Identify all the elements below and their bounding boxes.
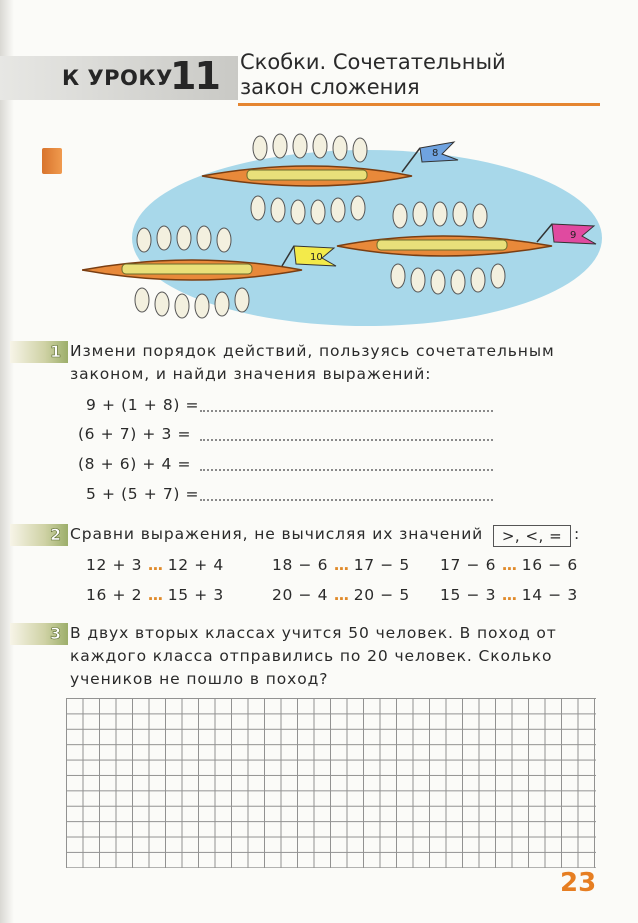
task-1-expression: (8 + 6) + 4 = xyxy=(78,455,192,473)
flag-label-right: 9 xyxy=(570,230,577,241)
task-3-text-line-3: учеников не пошло в поход? xyxy=(70,670,329,688)
comparison-pair[interactable] xyxy=(440,556,578,574)
right-expression: 12 + 4 xyxy=(167,556,224,574)
task-1-expression: (6 + 7) + 3 = xyxy=(78,425,192,443)
right-expression: 20 − 5 xyxy=(353,586,410,604)
comparison-ellipsis[interactable]: ... xyxy=(501,586,517,604)
left-expression: 17 − 6 xyxy=(440,556,497,574)
answer-line[interactable] xyxy=(200,499,493,501)
right-expression: 14 − 3 xyxy=(521,586,578,604)
left-expression: 18 − 6 xyxy=(272,556,329,574)
left-expression: 20 − 4 xyxy=(272,586,329,604)
comparison-pair[interactable] xyxy=(440,586,578,604)
comparison-ellipsis[interactable]: ... xyxy=(147,586,163,604)
task-1-expression: 5 + (5 + 7) = xyxy=(86,485,200,503)
lesson-number: 11 xyxy=(170,54,219,98)
task-3-text-line-2: каждого класса отправились по 20 человек. Сколько xyxy=(70,647,553,665)
comparison-ellipsis[interactable]: ... xyxy=(333,556,349,574)
comparison-pair[interactable] xyxy=(272,586,410,604)
left-expression: 12 + 3 xyxy=(86,556,143,574)
page-title xyxy=(240,50,506,100)
flag-label-top: 8 xyxy=(432,148,439,159)
answer-line[interactable] xyxy=(200,410,493,412)
task-1-expression: 9 + (1 + 8) = xyxy=(86,396,200,414)
lesson-label: К УРОКУ xyxy=(62,66,173,90)
task-1-number: 1 xyxy=(50,342,62,361)
task-2-colon: : xyxy=(574,525,581,543)
title-line-1: Скобки. Сочетательный xyxy=(240,50,506,74)
right-expression: 15 + 3 xyxy=(167,586,224,604)
comparison-pair[interactable] xyxy=(86,586,224,604)
answer-line[interactable] xyxy=(200,469,493,471)
comparison-pair[interactable] xyxy=(86,556,224,574)
task-1-text-line-2: законом, и найди значения выражений: xyxy=(70,365,432,383)
title-underline xyxy=(238,103,600,106)
answer-line[interactable] xyxy=(200,439,493,441)
binding-shadow xyxy=(0,0,14,923)
comparison-signs-box: >, <, = xyxy=(493,525,571,547)
comparison-ellipsis[interactable]: ... xyxy=(333,586,349,604)
task-2-number: 2 xyxy=(50,525,62,544)
comparison-ellipsis[interactable]: ... xyxy=(501,556,517,574)
task-3-number: 3 xyxy=(50,624,62,643)
book-icon xyxy=(42,148,62,174)
left-expression: 16 + 2 xyxy=(86,586,143,604)
title-line-2: закон сложения xyxy=(240,75,420,99)
right-expression: 16 − 6 xyxy=(521,556,578,574)
comparison-pair[interactable] xyxy=(272,556,410,574)
task-1-text-line-1: Измени порядок действий, пользуясь сочетательным xyxy=(70,342,555,360)
comparison-ellipsis[interactable]: ... xyxy=(147,556,163,574)
rowing-boats-illustration xyxy=(82,128,602,333)
answer-grid[interactable] xyxy=(66,698,596,868)
flag-label-left: 10 xyxy=(310,252,323,263)
left-expression: 15 − 3 xyxy=(440,586,497,604)
right-expression: 17 − 5 xyxy=(353,556,410,574)
page-number: 23 xyxy=(560,868,597,898)
task-3-text-line-1: В двух вторых классах учится 50 человек. В поход от xyxy=(70,624,557,642)
task-2-text: Сравни выражения, не вычисляя их значений xyxy=(70,525,484,543)
